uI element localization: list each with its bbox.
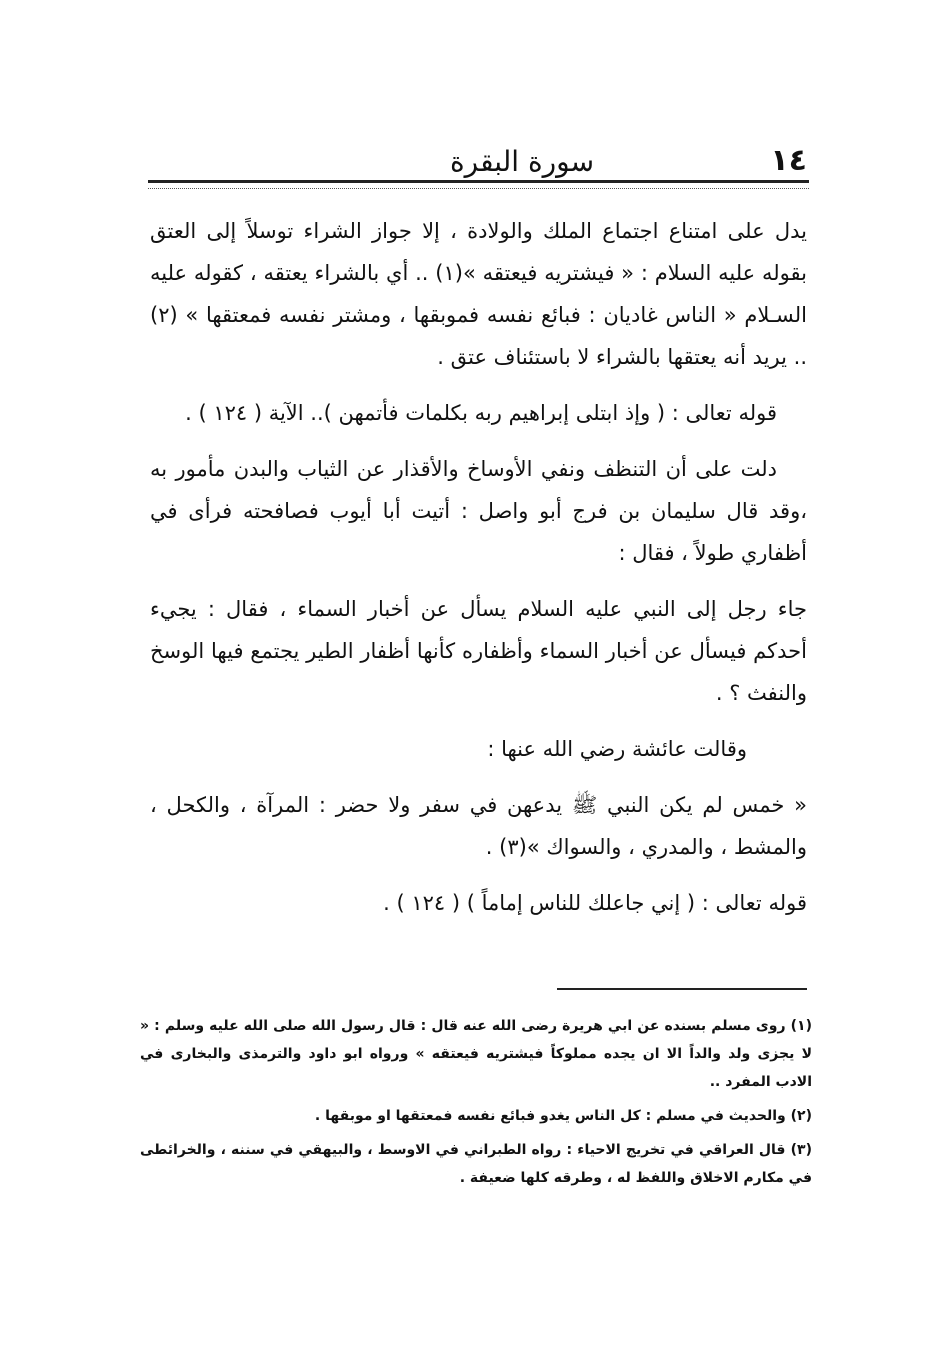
footnote: (٢) والحديث في مسلم : كل الناس يغدو فبائع نفسه فمعتقها او موبقها . (314, 1108, 812, 1124)
paragraph: يدل على امتناع اجتماع الملك والولادة ، إلا جواز الشراء توسلاً إلى العتق بقوله عليه السلام : « فيشتريه فيعتقه »(١) .. أي بالشراء يعتقه ، كقوله عليه السـلام « الناس غاديان : فبائع نفسه فموبقها ، ومشتر نفسه فمعتقها » (٢) .. يريد أنه يعتقها بالشراء لا باستئناف عتق . (150, 219, 807, 369)
footnote-rule (557, 988, 807, 990)
paragraph: وقالت عائشة رضي الله عنها : (487, 737, 747, 761)
footnotes (140, 1012, 812, 1198)
paragraph: « خمس لم يكن النبي ﷺ يدعهن في سفر ولا حضر : المرآة ، والكحل ، والمشط ، والمدري ، والسواك »(٣) . (150, 793, 807, 859)
page-header (150, 128, 807, 178)
paragraph: جاء رجل إلى النبي عليه السلام يسأل عن أخبار السماء ، فقال : يجيء أحدكم فيسأل عن أخبار السماء وأظفاره كأنها أظفار الطير يجتمع فيها الوسخ والنفث ؟ . (150, 597, 807, 705)
page-title: سورة البقرة (450, 145, 595, 178)
paragraph: قوله تعالى : ( إني جاعلك للناس إماماً ) ( ١٢٤ ) . (383, 891, 807, 915)
footnote: (٣) قال العراقي في تخريج الاحياء : رواه الطبراني في الاوسط ، والبيهقي في سننه ، والخرائطى في مكارم الاخلاق واللفظ له ، وطرقه كلها ضعيفة . (140, 1142, 812, 1186)
paragraph: دلت على أن التنظف ونفي الأوساخ والأقذار عن الثياب والبدن مأمور به ،وقد قال سليمان بن فرج أبو واصل : أتيت أبا أيوب فصافحته فرأى في أظفاري طولاً ، فقال : (150, 457, 807, 565)
paragraph: قوله تعالى : ( وإذ ابتلى إبراهيم ربه بكلمات فأتمهن ).. الآية ( ١٢٤ ) . (185, 401, 777, 425)
header-rule (148, 180, 809, 183)
page-number: ١٤ (770, 143, 807, 178)
footnote: (١) روى مسلم بسنده عن ابي هريرة رضى الله عنه قال : قال رسول الله صلى الله عليه وسلم : « لا يجزى ولد والداً الا ان يجده مملوكاً فيشتريه فيعتقه » ورواه ابو داود والترمذى والبخارى في الادب المفرد .. (140, 1018, 812, 1090)
header-rule-dotted (148, 188, 809, 189)
main-text (150, 210, 807, 938)
